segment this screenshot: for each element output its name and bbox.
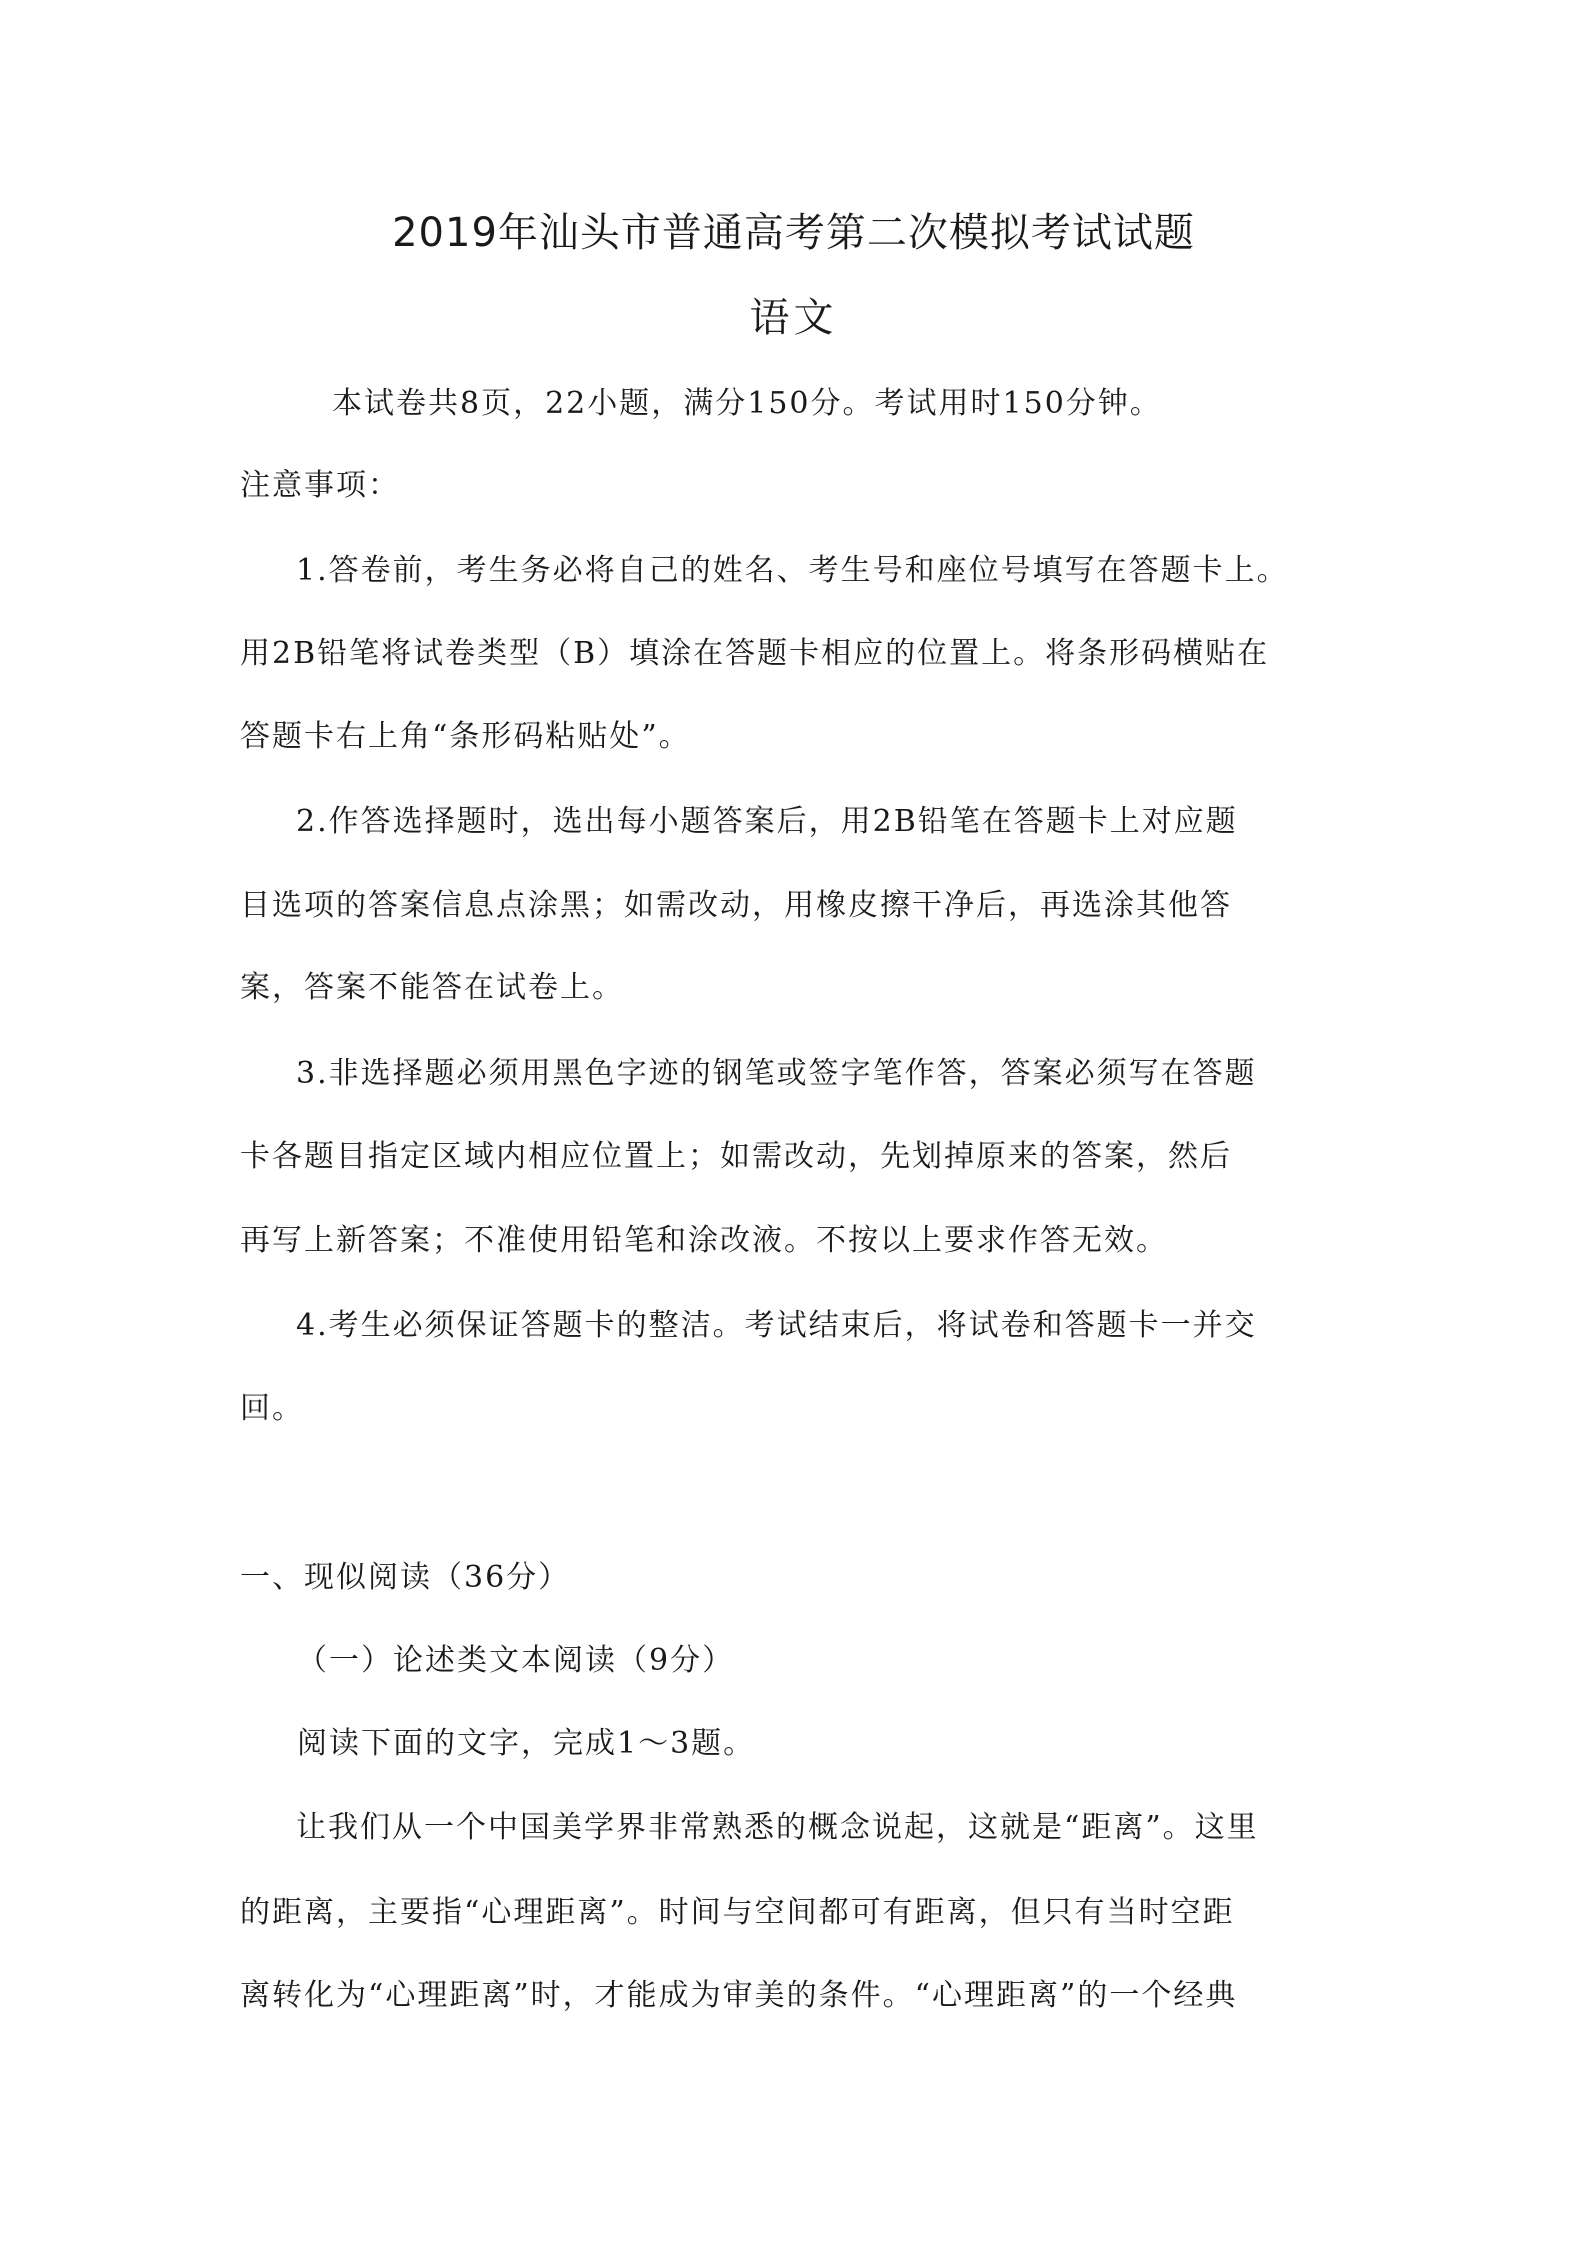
passage-line: 让我们从一个中国美学界非常熟悉的概念说起，这就是“距离”。这里 bbox=[296, 1810, 1259, 1845]
section-heading: 一、现似阅读（36分） bbox=[240, 1560, 571, 1595]
passage-line: 离转化为“心理距离”时，才能成为审美的条件。“心理距离”的一个经典 bbox=[240, 1978, 1238, 2013]
notice-line: 再写上新答案；不准使用铅笔和涂改液。不按以上要求作答无效。 bbox=[240, 1223, 1168, 1258]
notice-line: 2.作答选择题时，选出每小题答案后，用2B铅笔在答题卡上对应题 bbox=[296, 804, 1238, 839]
notice-line: 用2B铅笔将试卷类型（B）填涂在答题卡相应的位置上。将条形码横贴在 bbox=[240, 636, 1270, 671]
notice-line: 卡各题目指定区域内相应位置上；如需改动，先划掉原来的答案，然后 bbox=[240, 1139, 1232, 1174]
reading-instruction: 阅读下面的文字，完成1～3题。 bbox=[297, 1726, 756, 1761]
exam-intro: 本试卷共8页，22小题，满分150分。考试用时150分钟。 bbox=[332, 386, 1162, 421]
notice-line: 答题卡右上角“条形码粘贴处”。 bbox=[240, 719, 691, 754]
notice-line: 3.非选择题必须用黑色字迹的钢笔或签字笔作答，答案必须写在答题 bbox=[296, 1056, 1257, 1091]
notice-line: 案，答案不能答在试卷上。 bbox=[240, 970, 624, 1005]
exam-title: 2019年汕头市普通高考第二次模拟考试试题 bbox=[392, 210, 1195, 256]
passage-line: 的距离，主要指“心理距离”。时间与空间都可有距离，但只有当时空距 bbox=[240, 1895, 1235, 1930]
notice-line: 目选项的答案信息点涂黑；如需改动，用橡皮擦干净后，再选涂其他答 bbox=[240, 888, 1232, 923]
notice-heading: 注意事项： bbox=[240, 468, 400, 503]
notice-line: 回。 bbox=[240, 1391, 304, 1426]
notice-line: 1.答卷前，考生务必将自己的姓名、考生号和座位号填写在答题卡上。 bbox=[296, 553, 1289, 588]
notice-line: 4.考生必须保证答题卡的整洁。考试结束后，将试卷和答题卡一并交 bbox=[296, 1308, 1257, 1343]
subject-title: 语文 bbox=[749, 295, 838, 341]
subsection-heading: （一）论述类文本阅读（9分） bbox=[297, 1643, 735, 1678]
